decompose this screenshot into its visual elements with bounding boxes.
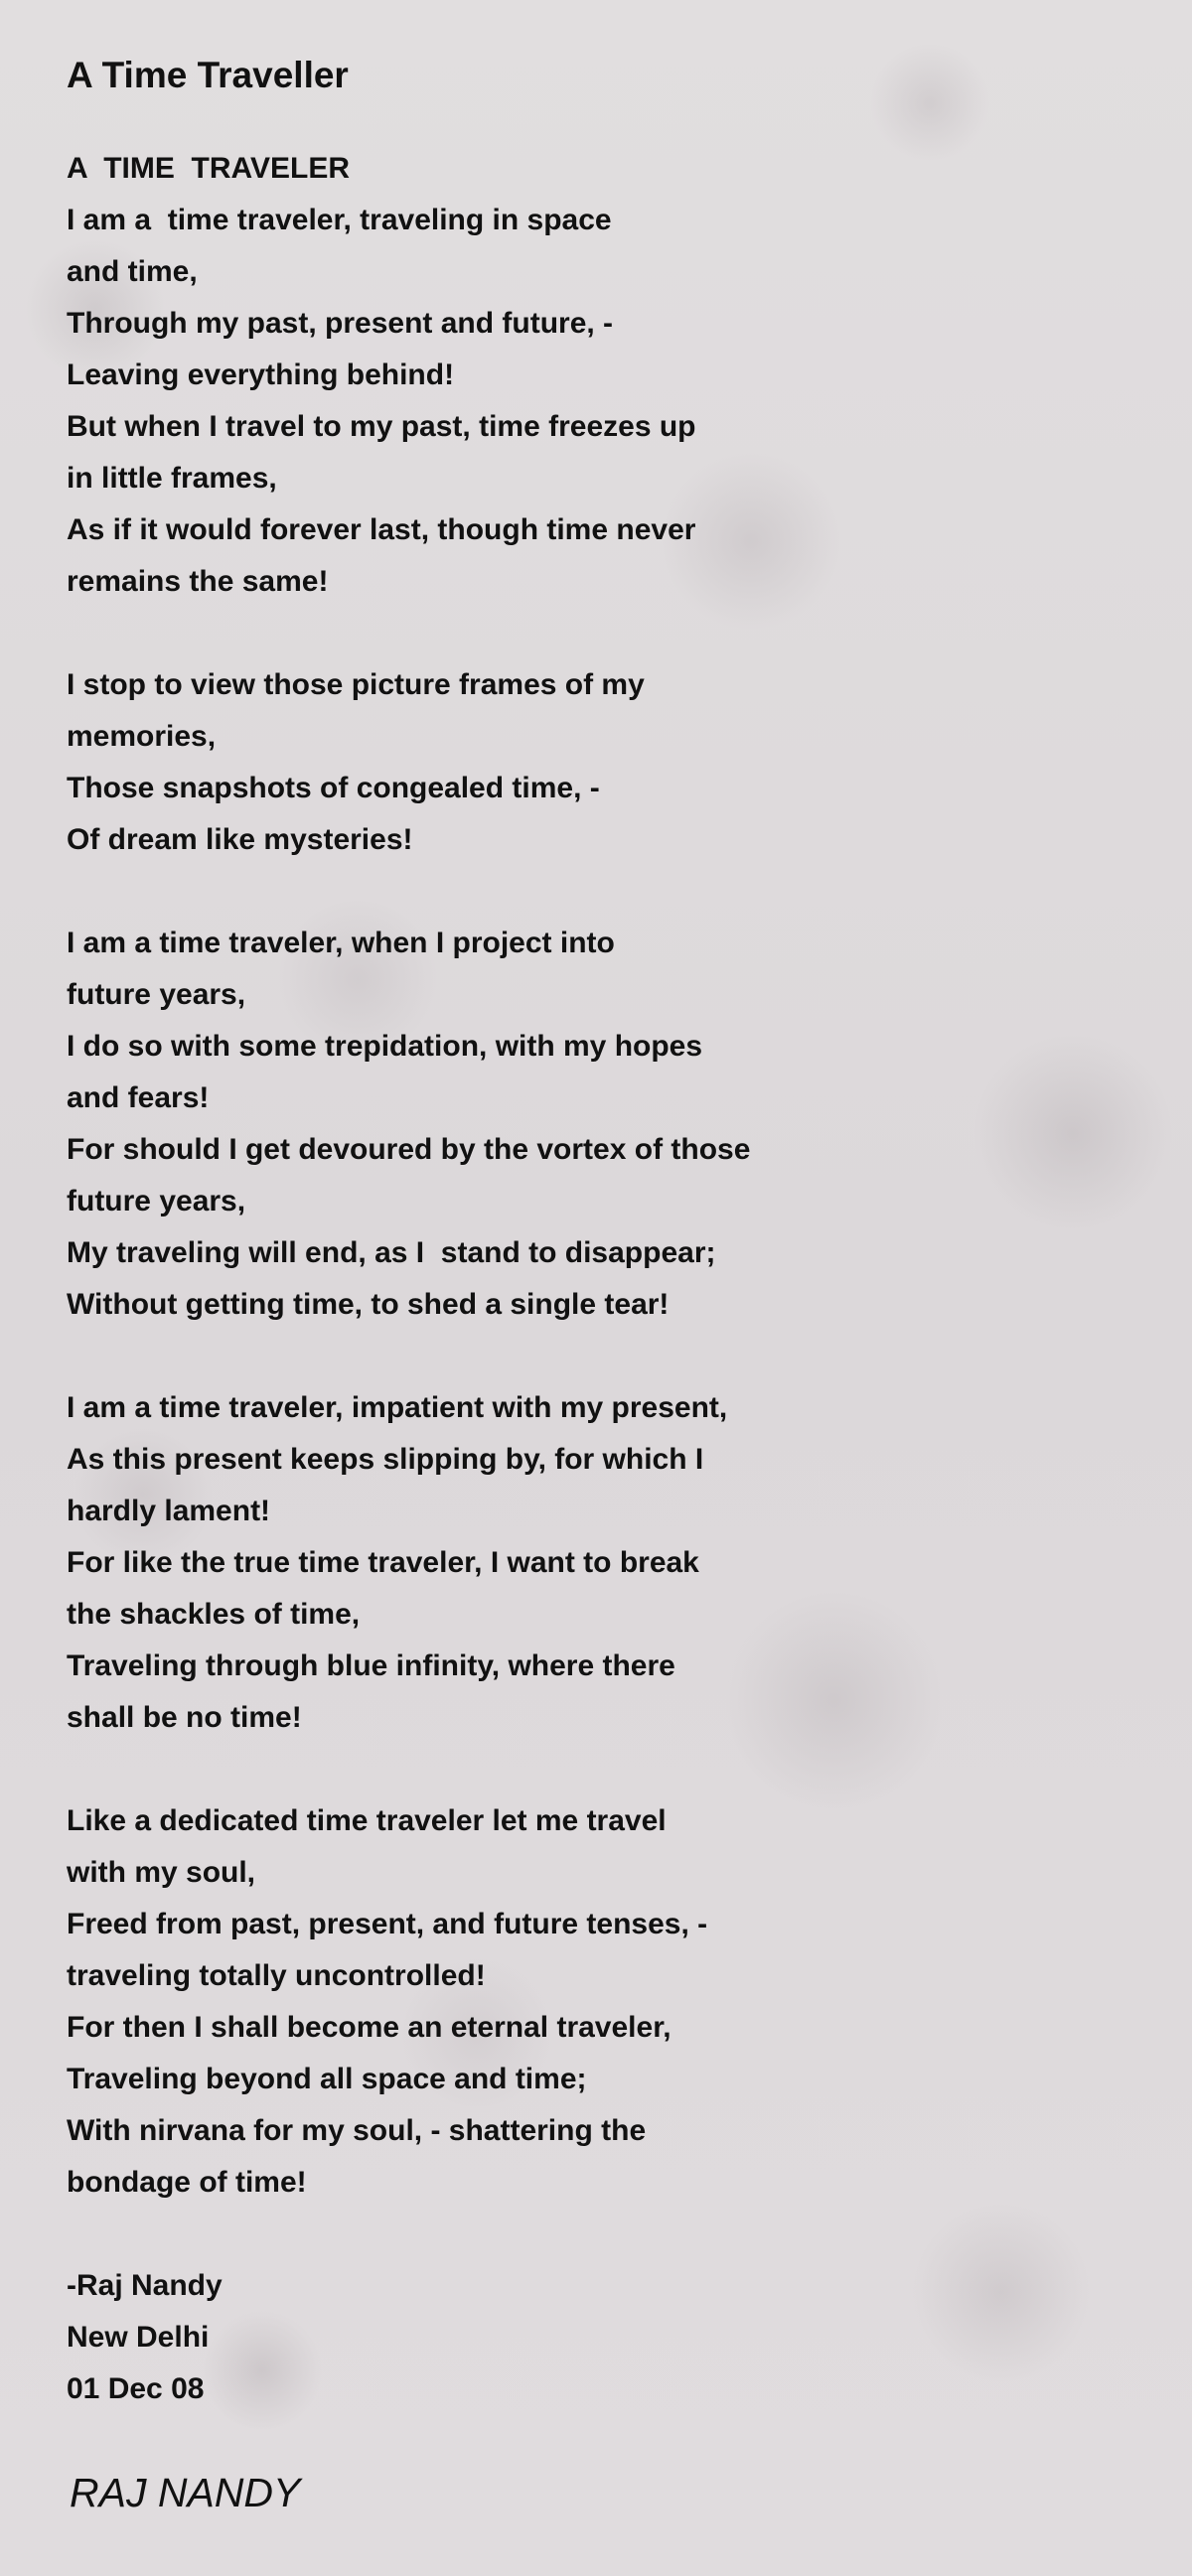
poem-line: the shackles of time, [67,1598,361,1631]
poem-line: A TIME TRAVELER [67,152,350,185]
poem-line: As if it would forever last, though time never [67,513,696,546]
poem-line: I am a time traveler, impatient with my present, [67,1391,728,1424]
poem-line: Traveling beyond all space and time; [67,2063,587,2095]
poem-line: future years, [67,978,246,1011]
stanza-break [67,608,1119,659]
poem-line: I do so with some trepidation, with my hopes [67,1030,703,1063]
poem-line: traveling totally uncontrolled! [67,1959,486,1992]
poem-line: bondage of time! [67,2166,307,2199]
poem-line: Through my past, present and future, - [67,307,614,340]
poem-line: remains the same! [67,565,329,598]
stanza-break [67,1744,1119,1795]
poem-line: -Raj Nandy [67,2269,223,2302]
poem-line: For then I shall become an eternal traveler, [67,2011,671,2044]
poem-line: My traveling will end, as I stand to disappear; [67,1236,716,1269]
poem-line: and fears! [67,1081,210,1114]
poem-line: But when I travel to my past, time freezes up [67,410,696,443]
poem-line: future years, [67,1185,246,1217]
stanza-break [67,1331,1119,1382]
poem-line: Traveling through blue infinity, where there [67,1649,675,1682]
poem-line: I stop to view those picture frames of my [67,668,645,701]
author-signature: RAJ NANDY [70,2470,301,2515]
poem-line: I am a time traveler, when I project into [67,927,615,959]
poem-line: New Delhi [67,2321,210,2354]
poem-line: Of dream like mysteries! [67,823,413,856]
poem-line: in little frames, [67,462,277,495]
stanza-break [67,2209,1119,2260]
poem-line: As this present keeps slipping by, for which I [67,1443,704,1476]
poem-line: and time, [67,255,198,288]
poem-line: For like the true time traveler, I want to break [67,1546,699,1579]
poem-line: Those snapshots of congealed time, - [67,772,600,804]
stanza-break [67,866,1119,918]
poem-line: For should I get devoured by the vortex of those [67,1133,751,1166]
poem-line: Freed from past, present, and future tenses, - [67,1908,708,1940]
poem-line: I am a time traveler, traveling in space [67,204,612,236]
poem-title: A Time Traveller [67,55,349,95]
poem-line: 01 Dec 08 [67,2372,205,2405]
poem-line: Like a dedicated time traveler let me travel [67,1804,667,1837]
poem-line: Leaving everything behind! [67,358,455,391]
poem-line: shall be no time! [67,1701,302,1734]
poem-page [67,50,1119,2520]
poem-line: with my soul, [67,1856,256,1889]
poem-line: With nirvana for my soul, - shattering the [67,2114,647,2147]
poem-body [67,143,1119,2415]
poem-line: hardly lament! [67,1495,271,1527]
poem-line: Without getting time, to shed a single tear! [67,1288,670,1321]
poem-line: memories, [67,720,217,753]
